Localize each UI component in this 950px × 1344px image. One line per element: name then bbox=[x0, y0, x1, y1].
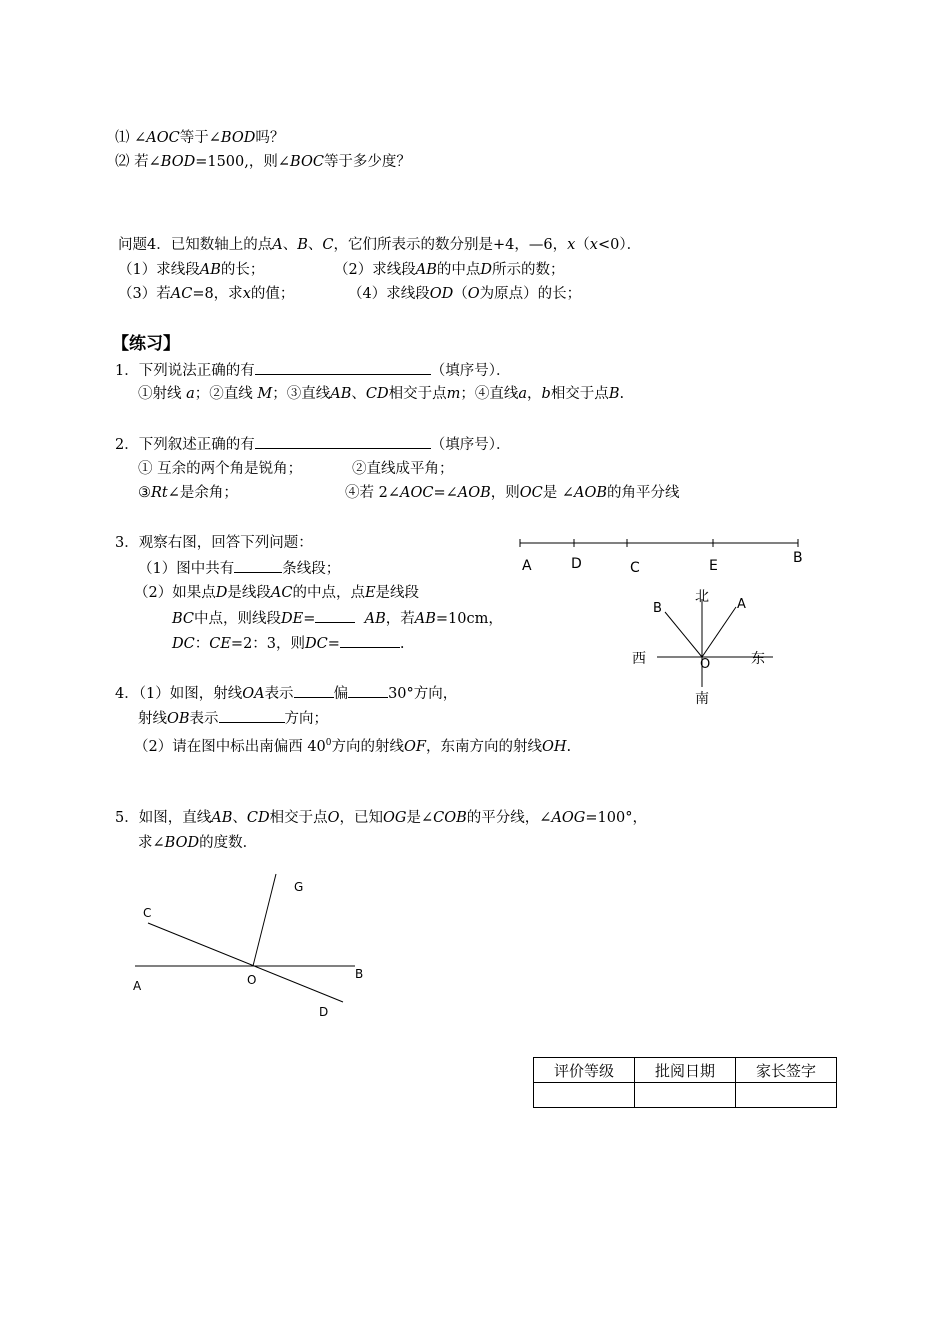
ex3-part2-ratio bbox=[172, 633, 405, 654]
problem4-stem bbox=[118, 235, 641, 255]
label-g: G bbox=[294, 880, 304, 894]
number-line-figure bbox=[510, 530, 820, 580]
header-parent-signature: 家长签字 bbox=[736, 1058, 837, 1083]
text: CD bbox=[246, 810, 270, 826]
text: （1）图中共有 bbox=[138, 561, 235, 577]
text: = bbox=[303, 611, 316, 627]
line-cd bbox=[148, 923, 343, 1002]
answer-blank[interactable] bbox=[340, 633, 400, 648]
text: ①射线 bbox=[138, 386, 187, 402]
text: B bbox=[297, 237, 308, 253]
text: BC bbox=[172, 611, 195, 627]
text: 为原点）的长； bbox=[479, 286, 582, 302]
text: OF bbox=[404, 738, 426, 755]
text: ，它们所表示的数分别是+4，—6， bbox=[333, 237, 568, 253]
text: AB bbox=[211, 810, 233, 826]
problem4-part3 bbox=[118, 284, 294, 304]
answer-blank[interactable] bbox=[255, 434, 431, 449]
text: O bbox=[327, 810, 340, 826]
text: 、 bbox=[307, 237, 323, 253]
text: ⑵ 若∠ bbox=[115, 154, 161, 170]
answer-blank[interactable] bbox=[255, 360, 431, 375]
text: 相交于点 bbox=[269, 810, 328, 826]
answer-blank[interactable] bbox=[234, 558, 282, 573]
ex1-options bbox=[138, 384, 624, 404]
text: 表示 bbox=[189, 711, 219, 727]
text: 相交于点 bbox=[550, 386, 609, 402]
parent-signature-cell[interactable] bbox=[736, 1083, 837, 1108]
text: （3）若 bbox=[118, 286, 171, 302]
text: A bbox=[272, 237, 283, 253]
text: ；④直线 bbox=[460, 386, 519, 402]
text: ⑴ ∠ bbox=[115, 130, 147, 146]
text: 的中点，点 bbox=[292, 585, 365, 601]
text: 中点，则线段 bbox=[194, 611, 282, 627]
text: ；②直线 bbox=[194, 386, 258, 402]
label-c: C bbox=[143, 906, 152, 920]
text: 条线段； bbox=[282, 561, 341, 577]
text: BOD bbox=[164, 835, 200, 851]
text: b bbox=[541, 386, 551, 402]
text: 的值； bbox=[250, 286, 295, 302]
label-b: B bbox=[653, 601, 662, 616]
text: x bbox=[589, 237, 598, 253]
text: （填序号）． bbox=[430, 363, 511, 379]
ex2-option4 bbox=[345, 483, 680, 503]
answer-blank[interactable] bbox=[348, 683, 388, 698]
text: 2．下列叙述正确的有 bbox=[115, 437, 255, 453]
text: AB bbox=[199, 262, 221, 278]
ray-ob bbox=[665, 612, 702, 657]
label-e: E bbox=[709, 558, 718, 574]
label-o: O bbox=[700, 657, 711, 672]
text: C bbox=[322, 237, 334, 253]
label-a: A bbox=[133, 979, 142, 993]
text: AB bbox=[330, 386, 352, 402]
text: m bbox=[446, 386, 461, 402]
ex2-option3 bbox=[138, 483, 238, 503]
ex3-part2-cont bbox=[172, 608, 503, 629]
problem4-part4 bbox=[348, 284, 581, 304]
text: DE bbox=[281, 611, 304, 627]
text: OG bbox=[383, 810, 407, 826]
grade-cell[interactable] bbox=[534, 1083, 635, 1108]
text: 问题4．已知数轴上的点 bbox=[118, 237, 273, 253]
label-c: C bbox=[630, 560, 640, 576]
text: 1．下列说法正确的有 bbox=[115, 363, 255, 379]
text: AC bbox=[270, 585, 293, 601]
text: 方向； bbox=[284, 711, 329, 727]
text: OB bbox=[167, 711, 190, 727]
ex5-line2 bbox=[138, 833, 257, 853]
text: <0）． bbox=[597, 237, 642, 253]
text: OH bbox=[541, 738, 567, 755]
label-north: 北 bbox=[695, 589, 709, 605]
text: OA bbox=[242, 686, 265, 702]
compass-figure bbox=[625, 585, 775, 710]
ex1-stem bbox=[115, 360, 510, 381]
text: 是线段 bbox=[375, 585, 420, 601]
question-2-line bbox=[115, 152, 411, 172]
text: AB bbox=[364, 611, 386, 627]
text: 的平分线，∠ bbox=[466, 810, 552, 826]
text: AOG bbox=[551, 810, 586, 826]
text: a bbox=[186, 386, 195, 402]
text: 、 bbox=[232, 810, 247, 826]
text: 所示的数； bbox=[492, 262, 565, 278]
intersecting-lines-figure bbox=[125, 865, 375, 1025]
text: . bbox=[566, 738, 572, 755]
label-d: D bbox=[319, 1005, 329, 1019]
text: B bbox=[608, 386, 620, 402]
text: AB bbox=[415, 262, 437, 278]
text: 吗？ bbox=[255, 130, 285, 146]
label-b: B bbox=[355, 967, 364, 981]
text: （1）求线段 bbox=[118, 262, 200, 278]
problem4-part1 bbox=[118, 260, 264, 280]
text: . bbox=[619, 386, 625, 402]
table-row bbox=[534, 1083, 837, 1108]
text: ，东南方向的射线 bbox=[425, 738, 542, 755]
text: （ bbox=[453, 286, 468, 302]
text: =2：3，则 bbox=[230, 636, 306, 652]
text: =100°， bbox=[585, 810, 647, 826]
text: AC bbox=[170, 286, 193, 302]
text: AOC bbox=[146, 130, 180, 146]
text: a bbox=[518, 386, 528, 402]
text: =1500,，则∠ bbox=[195, 154, 291, 170]
text: 等于多少度？ bbox=[323, 154, 411, 170]
text: =10cm， bbox=[435, 611, 503, 627]
text: D bbox=[480, 262, 493, 278]
text: ，则 bbox=[490, 485, 520, 501]
text: OD bbox=[429, 286, 454, 302]
text: ④若 2∠ bbox=[345, 485, 400, 501]
text: Rt bbox=[151, 485, 168, 501]
answer-blank[interactable] bbox=[315, 608, 355, 623]
superscript: 0 bbox=[325, 738, 332, 748]
text: x bbox=[242, 286, 251, 302]
text: ③ bbox=[138, 485, 151, 501]
text: 30°方向， bbox=[388, 686, 458, 702]
review-date-cell[interactable] bbox=[635, 1083, 736, 1108]
text: x bbox=[567, 237, 576, 253]
text: 5．如图，直线 bbox=[115, 810, 212, 826]
text: （2）求线段 bbox=[334, 262, 416, 278]
text: AB bbox=[414, 611, 436, 627]
ex4-line1 bbox=[115, 683, 457, 704]
text: 、 bbox=[282, 237, 298, 253]
text: 的长； bbox=[220, 262, 265, 278]
text: M bbox=[257, 386, 273, 402]
text: 的中点 bbox=[436, 262, 481, 278]
label-west: 西 bbox=[632, 651, 646, 667]
text: =∠ bbox=[433, 485, 458, 501]
text: 射线 bbox=[138, 711, 167, 727]
ex2-option2: ②直线成平角； bbox=[352, 461, 454, 477]
text: BOC bbox=[290, 154, 324, 170]
table-header-row bbox=[534, 1058, 837, 1083]
text: E bbox=[364, 585, 376, 601]
ex3-part2 bbox=[134, 583, 419, 603]
ex5-line1 bbox=[115, 808, 647, 828]
ex2-option1: ① 互余的两个角是锐角； bbox=[138, 461, 303, 477]
text: DC bbox=[305, 636, 328, 652]
text: 等于∠ bbox=[179, 130, 221, 146]
question-1-line bbox=[115, 128, 284, 148]
text: ；③直线 bbox=[272, 386, 331, 402]
text: （ bbox=[575, 237, 590, 253]
text: 、 bbox=[351, 386, 366, 402]
text: DC bbox=[172, 636, 195, 652]
header-grade: 评价等级 bbox=[534, 1058, 635, 1083]
ex3-stem: 3．观察右图，回答下列问题： bbox=[115, 535, 313, 551]
text: CD bbox=[365, 386, 389, 402]
text: 是∠ bbox=[406, 810, 434, 826]
evaluation-table bbox=[533, 1057, 837, 1108]
header-review-date: 批阅日期 bbox=[635, 1058, 736, 1083]
label-o: O bbox=[247, 973, 257, 987]
label-south: 南 bbox=[695, 691, 709, 707]
text: ： bbox=[194, 636, 210, 652]
ray-oa bbox=[702, 607, 736, 657]
text: 相交于点 bbox=[388, 386, 447, 402]
text: D bbox=[215, 585, 228, 601]
text: 4．（1）如图，射线 bbox=[115, 686, 243, 702]
text: =8，求 bbox=[192, 286, 243, 302]
ex2-stem bbox=[115, 434, 510, 455]
text: O bbox=[467, 286, 480, 302]
answer-blank[interactable] bbox=[294, 683, 334, 698]
label-a: A bbox=[522, 558, 532, 574]
text: CE bbox=[209, 636, 231, 652]
text: COB bbox=[433, 810, 467, 826]
text: 方向的射线 bbox=[331, 738, 405, 755]
text: BOD bbox=[220, 130, 256, 146]
ray-og bbox=[253, 874, 276, 966]
answer-blank[interactable] bbox=[219, 708, 285, 723]
text: 是 ∠ bbox=[542, 485, 575, 501]
practice-heading: 【练习】 bbox=[112, 334, 180, 354]
text: （2）如果点 bbox=[134, 585, 216, 601]
text: （填序号）． bbox=[430, 437, 511, 453]
ex4-line3 bbox=[134, 733, 571, 757]
text: BOD bbox=[160, 154, 196, 170]
text: OC bbox=[519, 485, 543, 501]
text: 求∠ bbox=[138, 835, 165, 851]
text: AOC bbox=[399, 485, 434, 501]
problem4-part2 bbox=[334, 260, 565, 280]
text: AOB bbox=[574, 485, 608, 501]
text: ， bbox=[527, 386, 542, 402]
text: . bbox=[399, 636, 405, 652]
label-east: 东 bbox=[751, 651, 765, 667]
text: 的度数． bbox=[199, 835, 258, 851]
text: （4）求线段 bbox=[348, 286, 430, 302]
ex4-line2 bbox=[138, 708, 328, 729]
text: ，已知 bbox=[339, 810, 383, 826]
ex3-part1 bbox=[138, 558, 340, 579]
text: （2）请在图中标出南偏西 40 bbox=[134, 738, 326, 755]
label-a: A bbox=[737, 597, 746, 612]
label-b: B bbox=[793, 550, 803, 566]
text: = bbox=[327, 636, 340, 652]
text: ∠是余角； bbox=[167, 485, 238, 501]
text: 偏 bbox=[333, 686, 349, 702]
text: ，若 bbox=[385, 611, 415, 627]
text: AOB bbox=[457, 485, 491, 501]
text: 表示 bbox=[264, 686, 294, 702]
text: 的角平分线 bbox=[607, 485, 680, 501]
label-d: D bbox=[571, 556, 582, 572]
text: 是线段 bbox=[227, 585, 271, 601]
